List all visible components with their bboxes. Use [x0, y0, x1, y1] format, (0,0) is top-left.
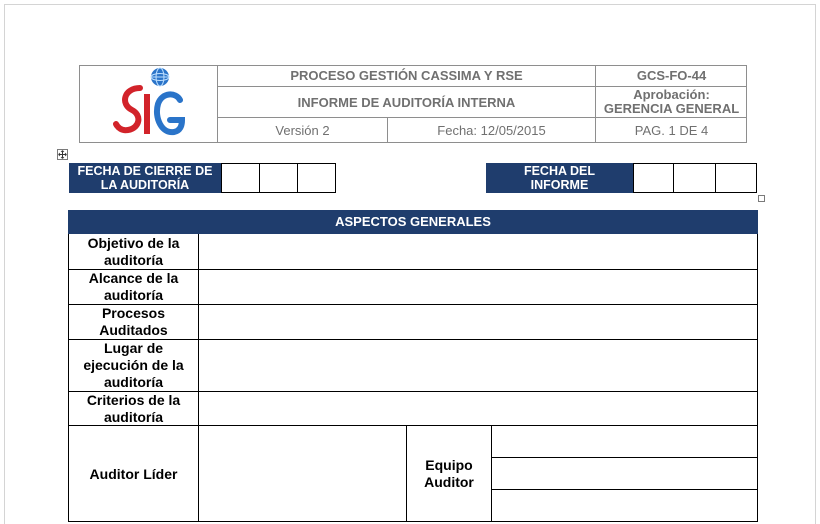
closing-date-label: FECHA DE CIERRE DE LA AUDITORÍA	[69, 163, 221, 193]
globe-icon	[151, 68, 169, 86]
date-text: Fecha: 12/05/2015	[437, 123, 546, 138]
report-date-year[interactable]	[715, 163, 757, 193]
lead-auditor-label: Auditor Líder	[89, 465, 178, 482]
processes-label: Procesos Auditados	[99, 305, 168, 338]
closing-date-year[interactable]	[297, 163, 336, 193]
scope-field[interactable]	[199, 270, 757, 304]
audit-team-member-2[interactable]	[492, 458, 757, 489]
report-date-month[interactable]	[673, 163, 716, 193]
document-code: GCS-FO-44	[636, 68, 707, 83]
report-title: INFORME DE AUDITORÍA INTERNA	[297, 94, 516, 110]
audit-team-member-3[interactable]	[492, 490, 757, 521]
section-title: ASPECTOS GENERALES	[68, 210, 758, 234]
page-number: PAG. 1 DE 4	[634, 123, 709, 138]
report-date-day[interactable]	[633, 163, 674, 193]
report-date-label: FECHA DEL INFORME	[486, 163, 633, 193]
version-text: Versión 2	[275, 123, 330, 138]
table-resize-handle[interactable]	[758, 195, 765, 202]
closing-date-month[interactable]	[259, 163, 298, 193]
objective-label: Objetivo de la auditoría	[87, 234, 180, 268]
criteria-label: Criterios de la auditoría	[86, 391, 181, 425]
scope-label: Alcance de la auditoría	[88, 270, 179, 303]
audit-team-member-1[interactable]	[492, 426, 757, 457]
criteria-field[interactable]	[199, 392, 757, 425]
processes-field[interactable]	[199, 305, 757, 339]
process-title: PROCESO GESTIÓN CASSIMA Y RSE	[290, 68, 523, 83]
approval-label: Aprobación:	[633, 87, 710, 102]
approval-value: GERENCIA GENERAL	[603, 101, 740, 116]
objective-field[interactable]	[199, 234, 757, 269]
lead-auditor-field[interactable]	[199, 426, 406, 522]
company-logo	[110, 66, 190, 142]
closing-date-day[interactable]	[221, 163, 260, 193]
audit-team-label: Equipo Auditor	[424, 457, 474, 490]
table-move-handle-icon[interactable]	[57, 149, 68, 160]
approval-cell	[596, 87, 747, 117]
location-field[interactable]	[199, 340, 757, 391]
location-label: Lugar de ejecución de la auditoría	[83, 340, 184, 390]
